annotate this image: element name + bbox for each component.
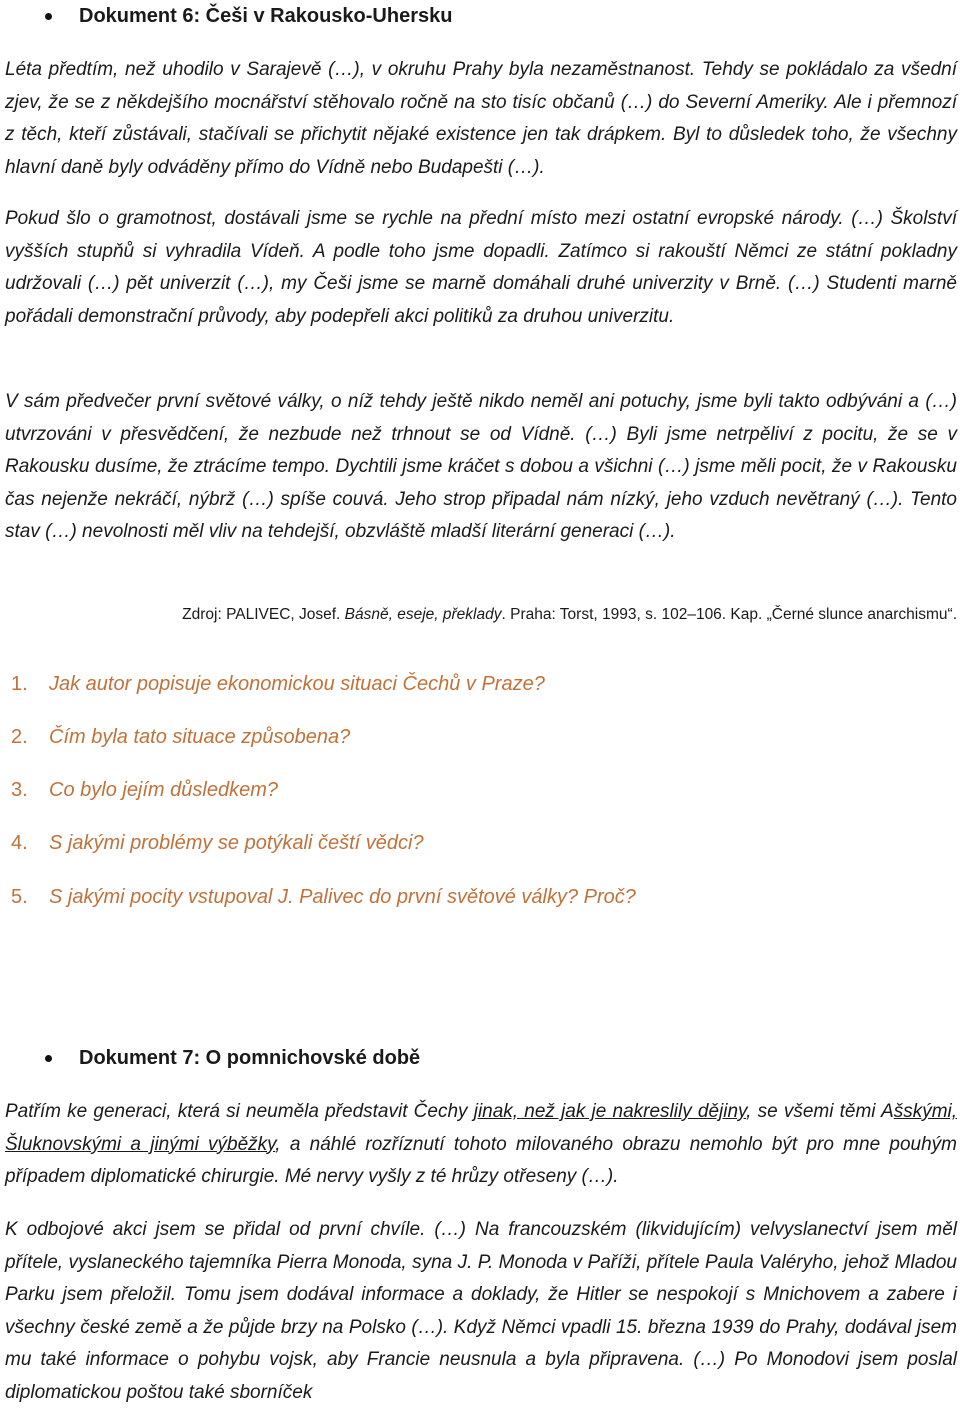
question-5 [11, 884, 636, 910]
question-1 [11, 671, 545, 697]
question-text: S jakými pocity vstupoval J. Palivec do první světové války? Proč? [49, 886, 636, 908]
doc6-paragraph-3: V sám předvečer první světové války, o níž tehdy ještě nikdo neměl ani potuchy, jsme byli takto odbýváni a (…) utvrzováni v přesvědčení, že nezbude než trhnout se od Vídně. (…) Byli jsme netrpěliví z pocitu, že se v Rakousku dusíme, že ztrácíme tempo. Dychtili jsme kráčet s dobou a všichni (…) jsme měli pocit, že v Rakousku čas nejenže nekráčí, nýbrž (…) spíše couvá. Jeho strop připadal nám nízký, jeho vzduch nevětraný (…). Tento stav (…) nevolnosti měl vliv na tehdejší, obzvláště mladší literární generaci (…). [5, 391, 957, 543]
text-run: , a náhlé rozříznutí tohoto milovaného obrazu nemohlo být pro mne pouhým případem diplomatické chirurgie. Mé nervy vyšly z té hrůzy otřeseny (…). [5, 1133, 958, 1188]
source-prefix: Zdroj: PALIVEC, Josef. [182, 606, 345, 623]
doc7-paragraph-2: K odbojové akci jsem se přidal od první chvíle. (…) Na francouzském (likvidujícím) velvyslanectví jsem měl přítele, vyslaneckého tajemníka Pierra Monoda, syna J. P. Monoda v Paříži, přítele Paula Valéryho, jehož Mladou Parku jsem přeložil. Tomu jsem dodával informace a doklady, že Hitler se nespokojí s Mnichovem a zabere i všechny české země a že půjde brzy na Polsko (…). Když Němci vpadli 15. března 1939 do Prahy, dodával jsem mu také informace o pohybu vojsk, aby Francie neusnula a byla připravena. (…) Po Monodovi jsem poslal diplomatickou poštou také sborníček [5, 1219, 957, 1403]
bullet-icon [45, 13, 52, 20]
underlined-text: jinak, než jak je nakreslily dějiny [473, 1101, 747, 1122]
source-suffix: . Praha: Torst, 1993, s. 102–106. Kap. „Černé slunce anarchismu“. [501, 606, 957, 623]
question-number: 1. [11, 673, 28, 695]
doc6-paragraph-1: Léta předtím, než uhodilo v Sarajevě (…), v okruhu Prahy byla nezaměstnanost. Tehdy se pokládalo za všední zjev, že se z někdejšího mocnářství stěhovalo ročně na sto tisíc občanů (…) do Severní Ameriky. Ale i přemnozí z těch, kteří zůstávali, stačívali se přichytit nějaké existence jen tak drápkem. Byl to důsledek toho, že všechny hlavní daně byly odváděny přímo do Vídně nebo Budapešti (…). [5, 59, 957, 178]
question-text: Co bylo jejím důsledkem? [49, 779, 278, 801]
doc7-heading-text: Dokument 7: O pomnichovské době [79, 1047, 421, 1069]
question-text: S jakými problémy se potýkali čeští vědci? [49, 832, 424, 854]
doc6-paragraph-2: Pokud šlo o gramotnost, dostávali jsme se rychle na přední místo mezi ostatní evropské národy. (…) Školství vyšších stupňů si vyhradila Vídeň. A podle toho jsme dopadli. Zatímco si rakouští Němci ze státní pokladny udržovali (…) pět univerzit (…), my Češi jsme se marně domáhali druhé univerzity v Brně. (…) Studenti marně pořádali demonstrační průvody, aby podepřeli akci politiků za druhou univerzitu. [5, 208, 957, 327]
question-2 [11, 724, 350, 750]
question-number: 5. [11, 886, 28, 908]
doc6-heading-text: Dokument 6: Češi v Rakousko-Uhersku [79, 5, 453, 27]
text-run: Patřím ke generaci, která si neuměla představit Čechy [5, 1101, 474, 1122]
doc7-paragraph-1 [5, 1096, 957, 1194]
question-number: 3. [11, 779, 28, 801]
underlined-text: šskými, Šluknovskými a jinými výběžky [5, 1101, 958, 1155]
question-text: Čím byla tato situace způsobena? [49, 726, 351, 748]
bullet-icon [45, 1055, 52, 1062]
question-3 [11, 777, 278, 803]
question-text: Jak autor popisuje ekonomickou situaci Čechů v Praze? [49, 673, 545, 695]
question-number: 4. [11, 832, 28, 854]
question-4 [11, 830, 424, 856]
doc6-source [117, 604, 957, 626]
question-number: 2. [11, 726, 28, 748]
text-run: , se všemi těmi A [746, 1101, 894, 1122]
source-title: Básně, eseje, překlady [344, 606, 502, 623]
